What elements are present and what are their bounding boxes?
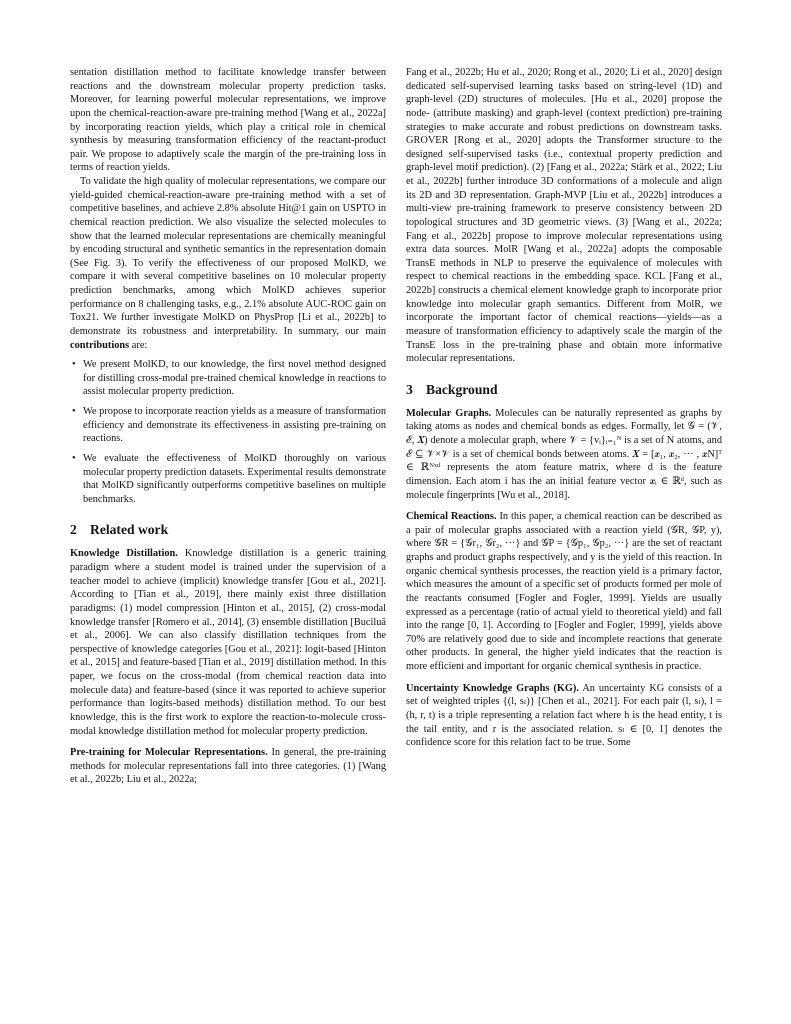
section-title: Background (426, 381, 498, 397)
contributions-list (70, 358, 386, 506)
right-column (406, 66, 722, 750)
list-item (70, 405, 386, 446)
paragraph-body: Molecules can be naturally represented as graphs by taking atoms as nodes and chemical bonds as edges. Formally, let 𝒢 = (𝒱, ℰ, 𝑿) denote a molecular graph, where 𝒱 = {vᵢ}ᵢ₌₁ᴺ is a set of N atoms, and ℰ ⊆ 𝒱×𝒱 is a set of chemical bonds between atoms. 𝑿 = [𝒙₁, 𝒙₂, ··· , 𝒙N]ᵀ ∈ ℝᴺˣᵈ represents the atom feature matrix, where d is the feature dimension. Each atom i has the an initial feature vector 𝒙ᵢ ∈ ℝᵈ, such as molecule fingerprints [Wu et al., 2018]. (406, 407, 722, 501)
related-work-continued: Fang et al., 2022b; Hu et al., 2020; Rong et al., 2020; Li et al., 2020] design dedicated self-supervised learning tasks based on string-level (1D) and graph-level (2D) structures of molecules. [Hu et al., 2020] propose the node- (attribute masking) and graph-level (context prediction) pre-training strategies to make accurate and robust predictions on downstream tasks. GROVER [Rong et al., 2020] adopts the Transformer structure to the designed self-supervised tasks (i.e., contextual property prediction and graph-level motif prediction). (2) [Fang et al., 2022a; Stärk et al., 2022; Liu et al., 2022b] further introduce 3D conformations of a molecule and align its 2D and 3D representation. Graph-MVP [Liu et al., 2022b] introduces a multi-view pre-training framework to preserve consistency between 2D topological structures and 3D geometric views. (3) [Wang et al., 2022a; Fang et al., 2022b] propose to improve molecular representations using extra data sources. MolR [Wang et al., 2022a] adopts the composable TransE methods in NLP to preserve the equivalence of molecules with respect to chemical reactions in the embedding space. KCL [Fang et al., 2022b] constructs a chemical element knowledge graph to incorporate prior knowledge into molecular graph semantics. Different from MolR, we incorporate the important factor of chemical reactions—yields—as a measure of transformation efficiency to adaptively scale the margin of the TransE loss in the pre-training phase and obtain more informative molecular representations. (406, 67, 722, 365)
contributions-tail: are: (131, 339, 148, 351)
intro-text: To validate the high quality of molecular representations, we compare our yield-guided chemical-reaction-aware pre-training method with a set of competitive baselines, and achieve 2.8% absolute Hit@1 gain on USPTO in chemical reaction prediction. We also visualize the selected molecules to show that the learned molecular representations are chemically meaningful by encoding structural and synthetic semantics in the representation domain (See Fig. 3). To verify the effectiveness of our proposed MolKD, we compare it with several competitive baselines on 10 molecular property prediction benchmarks, among which MolKD achieves superior performance on 8 challenging tasks, e.g., 2.1% absolute AUC-ROC gain on Tox21. We further investigate MolKD on PhysProp [Li et al., 2022b] to demonstrate its robustness and interpretability. In summary, our main (70, 176, 386, 337)
paragraph-heading: Molecular Graphs. (406, 407, 492, 419)
list-item-text: We propose to incorporate reaction yields as a measure of transformation efficiency and demonstrate its effectiveness in assisting pre-training on reactions. (83, 406, 386, 445)
molecular-graphs-paragraph (406, 407, 722, 502)
list-item-text: We present MolKD, to our knowledge, the first novel method designed for distilling cross-modal pre-trained chemical knowledge in reactions to assist molecular property prediction. (83, 359, 386, 398)
paragraph-body: An uncertainty KG consists of a set of weighted triples {(l, sₗ)} [Chen et al., 2021]. For each pair (l, sₗ), l = (h, r, t) is a triple representing a relation fact where h is the head entity, t is the tail entity, and r is the associated relation. sₗ ∈ [0, 1] denotes the confidence score for this relation fact to be true. Some (406, 682, 722, 749)
bullet-icon: • (72, 359, 76, 371)
intro-paragraph: sentation distillation method to facilitate knowledge transfer between reactions and the downstream molecular property prediction tasks. Moreover, for learning powerful molecular representations, we improve upon the chemical-reaction-aware pre-training method [Wang et al., 2022a] by incorporating reaction yields, which play a critical role in chemical synthesis by measuring transformation efficiency of the reactant-product pair. We propose to adaptively scale the margin of the pre-training loss in terms of reaction yields. (70, 67, 386, 174)
left-column (70, 66, 386, 787)
paragraph-heading: Uncertainty Knowledge Graphs (KG). (406, 682, 579, 694)
section-heading-related-work (70, 522, 386, 538)
section-number: 2 (70, 522, 77, 538)
chemical-reactions-paragraph (406, 510, 722, 674)
paragraph-heading: Pre-training for Molecular Representations. (70, 747, 268, 759)
list-item (70, 358, 386, 399)
paragraph-heading: Knowledge Distillation. (70, 548, 178, 560)
contributions-word: contributions (70, 339, 130, 351)
paragraph-body: Knowledge distillation is a generic training paradigm where a student model is trained under the supervision of a teacher model to achieve (implicit) knowledge transfer [Gou et al., 2021]. According to [Tian et al., 2019], there mainly exist three distillation paradigms: (1) model compression [Hinton et al., 2015], (2) cross-modal knowledge transfer [Romero et al., 2014], (3) ensemble distillation [Buciluă et al., 2006]. We can also classify distillation techniques from the perspective of knowledge categories [Gou et al., 2021]: logit-based [Hinton et al., 2015] and feature-based [Tian et al., 2019] distillation method. In this paper, we focus on the cross-modal (from chemical reaction data into molecule data) and feature-based (since it was reported to achieve superior performance than logits-based methods) distillation method. To our best knowledge, this is the first work to explore the reaction-to-molecule cross-modal knowledge distillation method for molecular property prediction. (70, 548, 386, 737)
bullet-icon: • (72, 406, 76, 417)
knowledge-distillation-paragraph (70, 547, 386, 738)
list-item (70, 452, 386, 507)
bullet-icon: • (72, 452, 76, 464)
paragraph-body: In this paper, a chemical reaction can be described as a pair of molecular graphs associated with a reaction yield (𝒢R, 𝒢P, y), where 𝒢R = {𝒢r₁, 𝒢r₂, ···} and 𝒢P = {𝒢p₁, 𝒢p₂, ···} are the set of reactant graphs and product graphs respectively, and y is the yield of this reaction. In organic chemical synthesis processes, the reaction yield is a primary factor, which measures the amount of a specific set of products formed per mole of the reactants consumed [Fogler and Fogler, 1999]. Yields are usually expressed as a percentage (ratio of actual yield to theoretical yield) and fall into the range [0, 1]. According to [Fogler and Fogler, 1999], yields above 70% are relatively good due to side and incomplete reactions that generate other products. In general, the higher yield indicates that the reaction is more efficient and important for organic chemical synthesis in practice. (406, 511, 722, 672)
uncertainty-kg-paragraph (406, 682, 722, 750)
intro-paragraph-contributions (70, 175, 386, 352)
list-item-text: We evaluate the effectiveness of MolKD thoroughly on various molecular property prediction datasets. Experimental results demonstrate that MolKD significantly outperforms competitive baselines on multiple benchmarks. (83, 452, 386, 505)
section-title: Related work (90, 522, 169, 538)
section-heading-background (406, 382, 722, 398)
pretraining-paragraph (70, 746, 386, 787)
section-number: 3 (406, 381, 413, 397)
paragraph-heading: Chemical Reactions. (406, 511, 497, 523)
paragraph-body: In general, the pre-training methods for molecular representations fall into three categories. (1) [Wang et al., 2022b; Liu et al., 2022a; (70, 747, 386, 786)
